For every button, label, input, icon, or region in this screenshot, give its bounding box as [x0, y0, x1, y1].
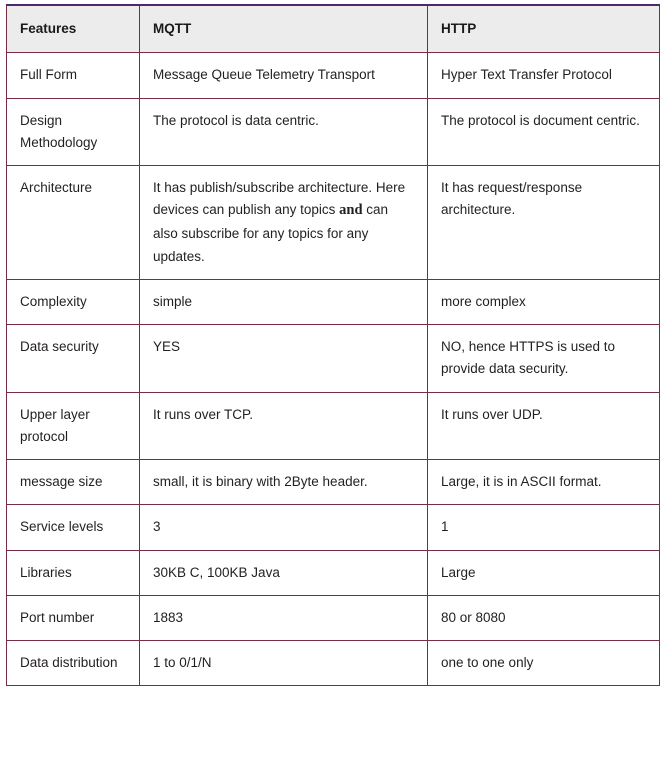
row-feature-upper-layer-protocol: Upper layer protocol	[7, 392, 140, 460]
column-header-http: HTTP	[428, 5, 660, 53]
table-row	[7, 325, 660, 393]
row-feature-message-size: message size	[7, 460, 140, 505]
cell-mqtt-upper-layer-protocol: It runs over TCP.	[140, 392, 428, 460]
table-row	[7, 505, 660, 550]
cell-mqtt-data-distribution: 1 to 0/1/N	[140, 641, 428, 686]
architecture-text-pre: It has publish/subscribe architecture. Here devices can publish any topics	[153, 180, 406, 218]
cell-http-service-levels: 1	[428, 505, 660, 550]
cell-http-message-size: Large, it is in ASCII format.	[428, 460, 660, 505]
column-header-mqtt: MQTT	[140, 5, 428, 53]
table-row	[7, 98, 660, 166]
row-feature-architecture: Architecture	[7, 166, 140, 280]
architecture-text-post: can also subscribe for any topics for any updates.	[153, 202, 389, 264]
cell-http-port-number: 80 or 8080	[428, 595, 660, 640]
cell-mqtt-complexity: simple	[140, 279, 428, 324]
table-row	[7, 166, 660, 280]
table-row	[7, 279, 660, 324]
cell-mqtt-architecture	[140, 166, 428, 280]
table-body	[7, 53, 660, 686]
cell-mqtt-libraries: 30KB C, 100KB Java	[140, 550, 428, 595]
cell-http-full-form: Hyper Text Transfer Protocol	[428, 53, 660, 98]
row-feature-port-number: Port number	[7, 595, 140, 640]
cell-mqtt-design-methodology: The protocol is data centric.	[140, 98, 428, 166]
mqtt-http-comparison-table	[6, 4, 660, 686]
table-row	[7, 460, 660, 505]
cell-mqtt-port-number: 1883	[140, 595, 428, 640]
table-row	[7, 595, 660, 640]
column-header-features: Features	[7, 5, 140, 53]
table-row	[7, 392, 660, 460]
cell-http-upper-layer-protocol: It runs over UDP.	[428, 392, 660, 460]
cell-http-design-methodology: The protocol is document centric.	[428, 98, 660, 166]
architecture-text-bold: and	[339, 202, 363, 219]
row-feature-design-methodology: Design Methodology	[7, 98, 140, 166]
cell-http-architecture: It has request/response architecture.	[428, 166, 660, 280]
cell-http-complexity: more complex	[428, 279, 660, 324]
cell-mqtt-data-security: YES	[140, 325, 428, 393]
row-feature-data-security: Data security	[7, 325, 140, 393]
table-row	[7, 641, 660, 686]
row-feature-full-form: Full Form	[7, 53, 140, 98]
table-row	[7, 53, 660, 98]
row-feature-service-levels: Service levels	[7, 505, 140, 550]
row-feature-complexity: Complexity	[7, 279, 140, 324]
cell-mqtt-service-levels: 3	[140, 505, 428, 550]
row-feature-data-distribution: Data distribution	[7, 641, 140, 686]
table-header	[7, 5, 660, 53]
cell-mqtt-full-form: Message Queue Telemetry Transport	[140, 53, 428, 98]
row-feature-libraries: Libraries	[7, 550, 140, 595]
table-header-row	[7, 5, 660, 53]
cell-http-libraries: Large	[428, 550, 660, 595]
cell-http-data-distribution: one to one only	[428, 641, 660, 686]
cell-mqtt-message-size: small, it is binary with 2Byte header.	[140, 460, 428, 505]
cell-http-data-security: NO, hence HTTPS is used to provide data security.	[428, 325, 660, 393]
table-row	[7, 550, 660, 595]
